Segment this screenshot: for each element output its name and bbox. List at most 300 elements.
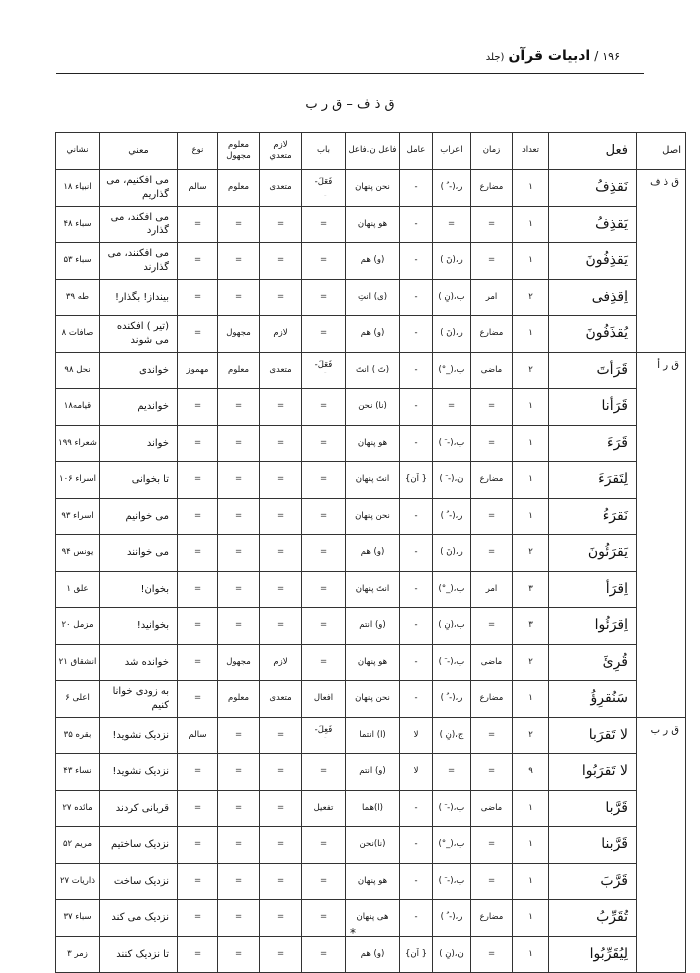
voice-cell: = [218, 863, 260, 900]
irab-cell: ر،(نَ ) [433, 243, 471, 280]
meaning-cell: نزدیک نشوید! [100, 754, 178, 791]
table-row [56, 754, 686, 791]
subject-cell: (و) هم [346, 936, 400, 973]
amil-cell: - [400, 863, 433, 900]
bab-cell [302, 389, 346, 426]
reference-cell: سباء ۴۸ [56, 206, 100, 243]
irab-cell: ن،(نِ ) [433, 936, 471, 973]
voice-cell: = [218, 389, 260, 426]
subject-cell: (نا) نحن [346, 389, 400, 426]
meaning-cell: می افکنیم، می گذاریم [100, 170, 178, 207]
type-cell: = [178, 681, 218, 718]
verb-cell: لِيُقَرِّبُوا [549, 936, 637, 973]
verb-cell: قُرِئَ [549, 644, 637, 681]
meaning-cell: می افکند، می گذارد [100, 206, 178, 243]
bab-cell [302, 316, 346, 353]
verb-cell: يَقرَئُونَ [549, 535, 637, 572]
amil-cell: - [400, 243, 433, 280]
count-cell: ۲ [513, 717, 549, 754]
bab-value: = [319, 218, 328, 229]
tense-cell: ماضی [471, 790, 513, 827]
transitivity-cell: = [260, 790, 302, 827]
irab-cell: ب،(- َ ) [433, 863, 471, 900]
voice-cell: = [218, 462, 260, 499]
voice-cell: = [218, 717, 260, 754]
type-cell: مهموز [178, 352, 218, 389]
bab-value: = [319, 839, 328, 850]
count-cell: ۱ [513, 790, 549, 827]
col-header-tense: زمان [471, 133, 513, 170]
reference-cell: اسراء ۹۳ [56, 498, 100, 535]
meaning-cell: خوانده شد [100, 644, 178, 681]
type-cell: = [178, 608, 218, 645]
subject-cell: نحن پنهان [346, 170, 400, 207]
reference-cell: یونس ۹۴ [56, 535, 100, 572]
amil-cell: - [400, 389, 433, 426]
table-row [56, 535, 686, 572]
reference-cell: اسراء ۱۰۶ [56, 462, 100, 499]
tense-cell: = [471, 863, 513, 900]
subject-cell: هی پنهان [346, 900, 400, 937]
subject-cell: (و) انتم [346, 754, 400, 791]
meaning-cell: نزدیک نشوید! [100, 717, 178, 754]
voice-cell: = [218, 571, 260, 608]
bab-value: = [319, 583, 328, 594]
voice-cell: = [218, 498, 260, 535]
bab-cell [302, 535, 346, 572]
verb-cell: قَرَّبنا [549, 827, 637, 864]
bab-cell [302, 790, 346, 827]
tense-cell: = [471, 243, 513, 280]
verb-cell: لا تَقرَبُوا [549, 754, 637, 791]
count-cell: ۳ [513, 608, 549, 645]
voice-cell: = [218, 827, 260, 864]
irab-cell: ب،(- َ ) [433, 790, 471, 827]
bab-value: = [319, 948, 328, 959]
verb-cell: نَقرَءُ [549, 498, 637, 535]
meaning-cell: تا بخوانی [100, 462, 178, 499]
verb-cell: اِقذِفی [549, 279, 637, 316]
transitivity-cell: = [260, 206, 302, 243]
type-cell: = [178, 206, 218, 243]
tense-cell: = [471, 717, 513, 754]
subject-cell: (تَ ) انتَ [346, 352, 400, 389]
reference-cell: قیامه۱۸ [56, 389, 100, 426]
bab-value: = [319, 291, 328, 302]
page-header [486, 48, 620, 64]
voice-cell: = [218, 936, 260, 973]
subject-cell: (و) هم [346, 243, 400, 280]
tense-cell: = [471, 754, 513, 791]
bab-value: = [319, 474, 328, 485]
transitivity-cell: = [260, 900, 302, 937]
bab-cell [302, 863, 346, 900]
meaning-cell: بخوان! [100, 571, 178, 608]
irab-cell: ر،(- ُ ) [433, 498, 471, 535]
tense-cell: مضارع [471, 316, 513, 353]
verb-cell: اِقرَأ [549, 571, 637, 608]
irab-cell: ن،(- َ ) [433, 462, 471, 499]
subject-cell: (و) هم [346, 535, 400, 572]
type-cell: = [178, 498, 218, 535]
type-cell: = [178, 279, 218, 316]
amil-cell: - [400, 827, 433, 864]
tense-cell: = [471, 498, 513, 535]
voice-cell: = [218, 790, 260, 827]
amil-cell: - [400, 352, 433, 389]
tense-cell: = [471, 535, 513, 572]
col-header-root: اصل [637, 133, 686, 170]
voice-cell: = [218, 535, 260, 572]
amil-cell: - [400, 571, 433, 608]
tense-cell: ماضی [471, 352, 513, 389]
header-separator: / [594, 49, 599, 63]
voice-cell: = [218, 425, 260, 462]
amil-cell: - [400, 790, 433, 827]
irab-cell: ر،(نَ ) [433, 535, 471, 572]
count-cell: ۱ [513, 206, 549, 243]
amil-cell: - [400, 498, 433, 535]
verb-cell: سَنُقرِؤُ [549, 681, 637, 718]
bab-value: = [319, 401, 328, 412]
transitivity-cell: = [260, 535, 302, 572]
subject-cell: نحن پنهان [346, 681, 400, 718]
bab-cell [302, 170, 346, 207]
irab-cell: ب،(_°) [433, 352, 471, 389]
type-cell: = [178, 790, 218, 827]
tense-cell: مضارع [471, 462, 513, 499]
table-row [56, 498, 686, 535]
voice-cell: = [218, 754, 260, 791]
subject-cell: نحن پنهان [346, 498, 400, 535]
bab-cell [302, 425, 346, 462]
voice-cell: = [218, 243, 260, 280]
tense-cell: = [471, 936, 513, 973]
root-cell: ق ذ ف [637, 170, 686, 353]
transitivity-cell: = [260, 462, 302, 499]
root-cell: ق ر ب [637, 717, 686, 973]
voice-cell: معلوم [218, 170, 260, 207]
table-row [56, 425, 686, 462]
transitivity-cell: = [260, 754, 302, 791]
tense-cell: مضارع [471, 170, 513, 207]
voice-cell: = [218, 279, 260, 316]
verb-cell: تُقَرِّبُ [549, 900, 637, 937]
col-header-verb: فعل [549, 133, 637, 170]
verb-cell: اِقرَئُوا [549, 608, 637, 645]
meaning-cell: خواندی [100, 352, 178, 389]
amil-cell: - [400, 279, 433, 316]
meaning-cell: خواند [100, 425, 178, 462]
irab-cell: = [433, 389, 471, 426]
bab-value: = [319, 620, 328, 631]
irab-cell: ب،(- َ ) [433, 644, 471, 681]
table-header-row [56, 133, 686, 170]
voice-cell: = [218, 608, 260, 645]
reference-cell: زمر ۳ [56, 936, 100, 973]
verb-cell: يَقذِفُ [549, 206, 637, 243]
subject-cell: هو پنهان [346, 863, 400, 900]
meaning-cell: می افکنند، می گذارند [100, 243, 178, 280]
amil-cell: لا [400, 754, 433, 791]
table-row [56, 936, 686, 973]
table-row [56, 717, 686, 754]
table-row [56, 571, 686, 608]
subject-cell: هو پنهان [346, 644, 400, 681]
reference-cell: اعلی ۶ [56, 681, 100, 718]
table-row [56, 790, 686, 827]
type-cell: = [178, 316, 218, 353]
table-row [56, 863, 686, 900]
bab-cell [302, 462, 346, 499]
count-cell: ۱ [513, 498, 549, 535]
bab-value: فَعَلَ- [314, 177, 333, 188]
transitivity-cell: لازم [260, 644, 302, 681]
verb-cell: نَقذِفُ [549, 170, 637, 207]
irab-cell: = [433, 754, 471, 791]
irab-cell: ب،(_°) [433, 827, 471, 864]
voice-cell: = [218, 206, 260, 243]
meaning-cell: قربانی کردند [100, 790, 178, 827]
count-cell: ۱ [513, 827, 549, 864]
transitivity-cell: متعدی [260, 352, 302, 389]
bab-value: = [319, 656, 328, 667]
voice-cell: معلوم [218, 352, 260, 389]
bab-cell [302, 206, 346, 243]
col-header-subject: فاعل ن.فاعل [346, 133, 400, 170]
subject-cell: (و) انتم [346, 608, 400, 645]
reference-cell: انبیاء ۱۸ [56, 170, 100, 207]
voice-cell: = [218, 900, 260, 937]
type-cell: = [178, 425, 218, 462]
transitivity-cell: = [260, 863, 302, 900]
transitivity-cell: = [260, 498, 302, 535]
tense-cell: مضارع [471, 681, 513, 718]
verb-cell: قَرَءَ [549, 425, 637, 462]
table-row [56, 206, 686, 243]
meaning-cell: بخوانید! [100, 608, 178, 645]
voice-cell: معلوم [218, 681, 260, 718]
meaning-cell: نزدیک ساختیم [100, 827, 178, 864]
transitivity-cell: = [260, 279, 302, 316]
tense-cell: = [471, 425, 513, 462]
count-cell: ۱ [513, 389, 549, 426]
irab-cell: ر،(- ُ ) [433, 681, 471, 718]
table-row [56, 900, 686, 937]
meaning-cell: نزدیک می کند [100, 900, 178, 937]
section-title: ق ذ ف – ق ر ب [305, 97, 395, 112]
reference-cell: مائده ۲۷ [56, 790, 100, 827]
count-cell: ۱ [513, 170, 549, 207]
amil-cell: - [400, 608, 433, 645]
amil-cell: لا [400, 717, 433, 754]
reference-cell: طه ۳۹ [56, 279, 100, 316]
reference-cell: علق ۱ [56, 571, 100, 608]
volume-label: (جلد [485, 52, 505, 63]
bab-value: = [319, 875, 328, 886]
amil-cell: - [400, 316, 433, 353]
tense-cell: = [471, 827, 513, 864]
col-header-irab: اعراب [433, 133, 471, 170]
reference-cell: بقره ۳۵ [56, 717, 100, 754]
reference-cell: مریم ۵۲ [56, 827, 100, 864]
table-row [56, 170, 686, 207]
count-cell: ۲ [513, 535, 549, 572]
type-cell: = [178, 535, 218, 572]
verb-analysis-table [55, 132, 686, 973]
bab-value: = [319, 547, 328, 558]
count-cell: ۱ [513, 900, 549, 937]
bab-value: فَعَلَ- [314, 359, 333, 370]
amil-cell: - [400, 535, 433, 572]
bab-value: = [319, 255, 328, 266]
bab-value: فَعِلَ- [314, 724, 333, 735]
bab-cell [302, 900, 346, 937]
count-cell: ۱ [513, 681, 549, 718]
subject-cell: (نا)نحن [346, 827, 400, 864]
voice-cell: مجهول [218, 644, 260, 681]
type-cell: = [178, 243, 218, 280]
meaning-cell: (تیر ) افکنده می شوند [100, 316, 178, 353]
voice-cell: مجهول [218, 316, 260, 353]
amil-cell: - [400, 170, 433, 207]
transitivity-cell: = [260, 571, 302, 608]
table-row [56, 681, 686, 718]
count-cell: ۱ [513, 936, 549, 973]
irab-cell: ر،(- ُ ) [433, 900, 471, 937]
verb-cell: يَقذِفُونَ [549, 243, 637, 280]
col-header-voice: معلوم مجهول [218, 133, 260, 170]
verb-cell: قَرَّبَ [549, 863, 637, 900]
type-cell: = [178, 462, 218, 499]
type-cell: = [178, 644, 218, 681]
col-header-type: نوع [178, 133, 218, 170]
reference-cell: ذاریات ۲۷ [56, 863, 100, 900]
table-row [56, 279, 686, 316]
meaning-cell: می خوانند [100, 535, 178, 572]
amil-cell: - [400, 425, 433, 462]
bab-cell [302, 352, 346, 389]
subject-cell: هو پنهان [346, 206, 400, 243]
meaning-cell: بینداز! بگذار! [100, 279, 178, 316]
type-cell: = [178, 900, 218, 937]
reference-cell: صافات ۸ [56, 316, 100, 353]
table-row [56, 316, 686, 353]
irab-cell: ب،(نِ ) [433, 608, 471, 645]
col-header-bab: باب [302, 133, 346, 170]
bab-value: افعال [313, 693, 334, 704]
transitivity-cell: = [260, 608, 302, 645]
transitivity-cell: = [260, 243, 302, 280]
amil-cell: - [400, 206, 433, 243]
amil-cell: - [400, 644, 433, 681]
meaning-cell: به زودی خوانا کنیم [100, 681, 178, 718]
subject-cell: (ا) انتما [346, 717, 400, 754]
irab-cell: ر،(نَ ) [433, 316, 471, 353]
bab-value: = [319, 510, 328, 521]
bab-cell [302, 827, 346, 864]
count-cell: ۲ [513, 279, 549, 316]
count-cell: ۱ [513, 462, 549, 499]
irab-cell: ر،(- ُ ) [433, 170, 471, 207]
col-header-count: تعداد [513, 133, 549, 170]
reference-cell: شعراء ۱۹۹ [56, 425, 100, 462]
type-cell: سالم [178, 717, 218, 754]
bab-value: تفعیل [313, 802, 334, 813]
meaning-cell: می خوانیم [100, 498, 178, 535]
transitivity-cell: متعدی [260, 170, 302, 207]
table-row [56, 243, 686, 280]
amil-cell: { اَن} [400, 462, 433, 499]
transitivity-cell: = [260, 827, 302, 864]
bab-cell [302, 571, 346, 608]
reference-cell: سباء ۳۷ [56, 900, 100, 937]
book-title: ادبیات قرآن [508, 48, 591, 64]
transitivity-cell: = [260, 389, 302, 426]
transitivity-cell: = [260, 425, 302, 462]
count-cell: ۳ [513, 571, 549, 608]
irab-cell: = [433, 206, 471, 243]
meaning-cell: نزدیک ساخت [100, 863, 178, 900]
bab-cell [302, 644, 346, 681]
bab-vowel-mark [304, 189, 343, 198]
subject-cell: (ا)هما [346, 790, 400, 827]
table-row [56, 462, 686, 499]
type-cell: سالم [178, 170, 218, 207]
reference-cell: نساء ۴۳ [56, 754, 100, 791]
tense-cell: ماضی [471, 644, 513, 681]
type-cell: = [178, 936, 218, 973]
bab-vowel-mark [304, 736, 343, 745]
transitivity-cell: = [260, 717, 302, 754]
bab-vowel-mark [304, 371, 343, 380]
subject-cell: هو پنهان [346, 425, 400, 462]
table-row [56, 389, 686, 426]
bab-cell [302, 243, 346, 280]
bab-value: = [319, 766, 328, 777]
subject-cell: (ی) انتِ [346, 279, 400, 316]
page-number: ۱۹۶ [602, 50, 620, 63]
count-cell: ۱ [513, 425, 549, 462]
verb-cell: يُقذَفُونَ [549, 316, 637, 353]
verb-cell: قَرَّبا [549, 790, 637, 827]
irab-cell: ب،(- َ ) [433, 425, 471, 462]
transitivity-cell: لازم [260, 316, 302, 353]
bab-cell [302, 498, 346, 535]
col-header-amil: عامل [400, 133, 433, 170]
meaning-cell: تا نزدیک کنند [100, 936, 178, 973]
root-cell: ق ر أ [637, 352, 686, 717]
amil-cell: { اَن} [400, 936, 433, 973]
footer-mark: * [350, 926, 356, 940]
meaning-cell: خواندیم [100, 389, 178, 426]
tense-cell: = [471, 608, 513, 645]
bab-value: = [319, 437, 328, 448]
bab-cell [302, 608, 346, 645]
verb-cell: لِتَقرَءَ [549, 462, 637, 499]
count-cell: ۲ [513, 644, 549, 681]
table-row [56, 352, 686, 389]
reference-cell: مزمل ۲۰ [56, 608, 100, 645]
type-cell: = [178, 827, 218, 864]
type-cell: = [178, 571, 218, 608]
irab-cell: ج،(نِ ) [433, 717, 471, 754]
col-header-meaning: معني [100, 133, 178, 170]
amil-cell: - [400, 681, 433, 718]
count-cell: ۱ [513, 316, 549, 353]
verb-cell: لا تَقرَبا [549, 717, 637, 754]
transitivity-cell: متعدی [260, 681, 302, 718]
